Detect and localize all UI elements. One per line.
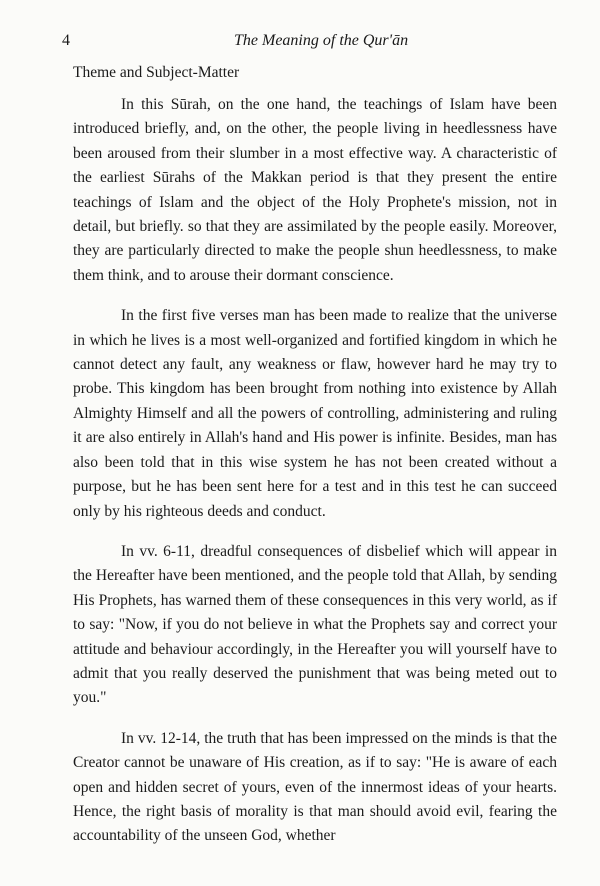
page-header bbox=[62, 32, 560, 54]
paragraph-4: In vv. 12-14, the truth that has been impressed on the minds is that the Creator cannot be unaware of His creation, as if to say: "He is aware of each open and hidden secret of yours, even of the innermost ideas of your hearts. Hence, the right basis of morality is that man should avoid evil, fearing the accountability of the unseen God, whether bbox=[73, 729, 557, 845]
paragraph-2: In the first five verses man has been made to realize that the universe in which he lives is a most well-organized and fortified kingdom in which he cannot detect any fault, any weakness or flaw, however hard he may try to probe. This kingdom has been brought from nothing into existence by Allah Almighty Himself and all the powers of controlling, administering and ruling it are also entirely in Allah's hand and His power is infinite. Besides, man has also been told that in this wise system he has not been created without a purpose, but he has been sent here for a test and in this test he can succeed only by his righteous deeds and conduct. bbox=[73, 307, 557, 520]
page-number: 4 bbox=[62, 32, 70, 49]
section-heading: Theme and Subject-Matter bbox=[73, 64, 240, 81]
body-text bbox=[73, 93, 557, 865]
paragraph-1: In this Sūrah, on the one hand, the teachings of Islam have been introduced briefly, and, on the other, the people living in heedlessness have been aroused from their slumber in a most effective way. A characteristic of the earliest Sūrahs of the Makkan period is that they present the entire teachings of Islam and the object of the Holy Prophete's mission, not in detail, but briefly. so that they are assimilated by the people easily. Moreover, they are particularly directed to make the people shun heedlessness, to make them think, and to arouse their dormant conscience. bbox=[73, 96, 557, 284]
paragraph-3: In vv. 6-11, dreadful consequences of disbelief which will appear in the Hereafter have been mentioned, and the people told that Allah, by sending His Prophets, has warned them of these consequences in this very world, as if to say: "Now, if you do not believe in what the Prophets say and correct your attitude and behaviour accordingly, in the Hereafter you will yourself have to admit that you really deserved the punishment that was being meted out to you." bbox=[73, 542, 557, 707]
running-title: The Meaning of the Qur'ān bbox=[234, 32, 409, 49]
